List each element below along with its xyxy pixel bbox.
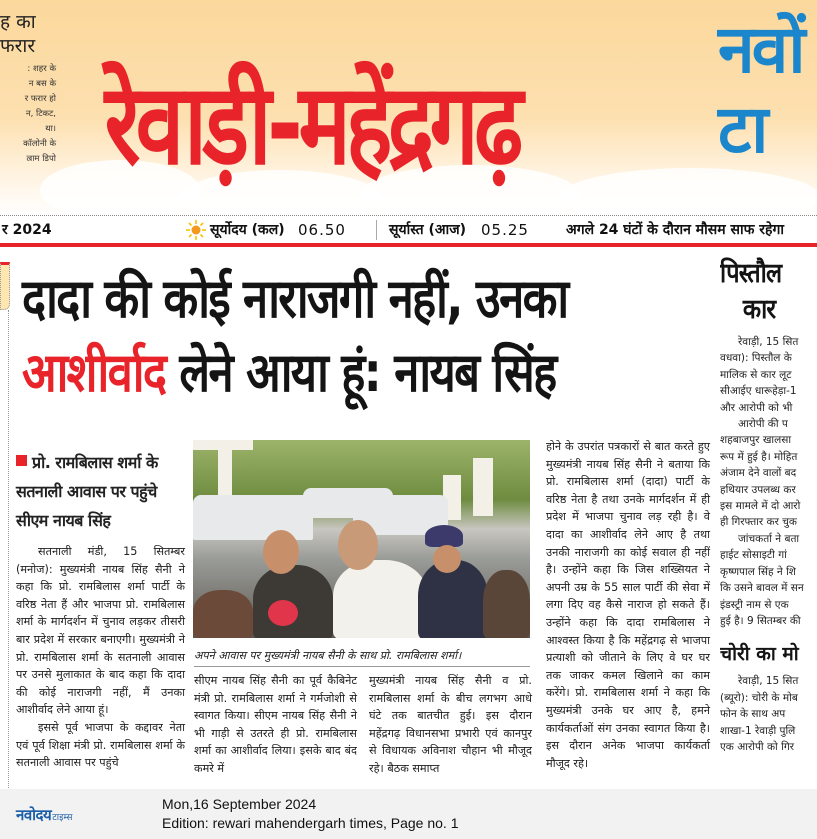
edition-title: रेवाड़ी-महेंद्रगढ़ xyxy=(104,60,519,190)
headline-line-2-rest: लेने आया हूं: नायब सिंह xyxy=(165,341,556,404)
headline-line-1: दादा की कोई नाराजगी नहीं, उनका xyxy=(22,267,568,330)
photo-person xyxy=(253,565,333,638)
body-line: वधवा): पिस्तौल के xyxy=(720,352,792,365)
masthead-rule xyxy=(0,243,817,247)
issue-date: र 2024 xyxy=(2,222,52,238)
body-line: शहबाजपुर खालसा xyxy=(720,434,792,447)
divider xyxy=(376,220,377,240)
body-line: रेवाड़ी, 15 सित xyxy=(738,675,799,688)
paragraph: मुख्यमंत्री नायब सिंह सैनी व प्रो. रामबिलास शर्मा के बीच लगभग आधे घंटे तक बातचीत हुई। इस दौरान महेंद्रगढ़ विधानसभा प्रभारी एवं कानपुर से विधायक अविनाश चौहान भी मौजूद रहे। बैठक समाप्त xyxy=(369,674,532,775)
body-line: हाईट सोसाइटी गां xyxy=(720,549,787,562)
photo-roof xyxy=(193,440,253,450)
photo-pillar xyxy=(473,458,493,516)
previous-story-headline-2: फरार xyxy=(0,35,36,57)
body-line: आरोपी की प xyxy=(738,418,788,431)
edition-info: Edition: rewari mahendergarh times, Page no. 1 xyxy=(162,815,459,831)
sunrise-time: 06.50 xyxy=(298,220,346,239)
edition-meta xyxy=(162,795,459,833)
second-right-headline: चोरी का मो xyxy=(720,643,799,666)
photo-car xyxy=(193,495,313,540)
body-line: र फरार हो xyxy=(24,94,56,104)
body-line: हुई है। 9 सितम्बर की xyxy=(720,614,801,627)
right-headline-line-2: कार xyxy=(742,294,776,325)
photo-person xyxy=(418,560,488,638)
right-story-body xyxy=(720,334,817,629)
photo-bouquet xyxy=(268,600,298,626)
previous-story-fragment xyxy=(0,10,56,167)
body-line: फोन के साथ अप xyxy=(720,708,786,721)
page-tab-marker xyxy=(0,262,10,310)
body-line: ही गिरफ्तार कर चुक xyxy=(720,516,797,529)
body-line: कॉलोनी के xyxy=(23,139,56,149)
lead-column-2 xyxy=(194,672,357,778)
headline-accent-word: आशीर्वाद xyxy=(22,341,166,404)
masthead xyxy=(0,0,817,215)
body-line: (ब्यूरो): चोरी के मोब xyxy=(720,691,798,704)
photo-head xyxy=(338,520,378,570)
weather-strip xyxy=(0,215,817,243)
body-line: रूप में हुई है। मोहित xyxy=(720,450,798,463)
headline-line-2 xyxy=(22,336,602,410)
body-line: हथियार उपलब्ध कर xyxy=(720,483,796,496)
body-line: कि उसने बावल में सन xyxy=(720,582,804,595)
body-line: न, टिकट, xyxy=(25,109,56,119)
body-line: कृष्णपाल सिंह ने शि xyxy=(720,565,796,578)
brand-line-1: नवों xyxy=(718,11,803,88)
sunset-time: 05.25 xyxy=(481,220,529,239)
logo-bold: नवोदय xyxy=(16,806,52,824)
body-line: सीआईए धारूहेड़ा-1 xyxy=(720,385,797,398)
right-headline-line-1: पिस्तौल xyxy=(720,258,782,289)
body-line: ल्राम डिपो xyxy=(26,154,56,164)
right-story xyxy=(720,256,817,788)
body-line: था। xyxy=(45,124,56,134)
photo-caption: अपने आवास पर मुख्यमंत्री नायब सैनी के साथ प्रो. रामबिलास शर्मा। xyxy=(194,648,530,667)
body-line: जांचकर्ता ने बता xyxy=(738,532,800,545)
body-line: शाखा-1 रेवाड़ी पुलि xyxy=(720,724,796,737)
sunrise-label: सूर्योदय (कल) xyxy=(210,222,285,238)
second-right-body xyxy=(720,673,817,755)
lead-column-1 xyxy=(16,543,185,772)
body-line: इंडस्ट्री नाम से एक xyxy=(720,598,789,611)
publisher-logo[interactable] xyxy=(16,805,73,825)
sun-icon xyxy=(186,220,206,240)
paragraph: इससे पूर्व भाजपा के कद्दावर नेता एवं पूर्व शिक्षा मंत्री प्रो. रामबिलास शर्मा के सतनाली आवास पर पहुंचे xyxy=(16,720,185,770)
body-line: इस मामले में दो आरो xyxy=(720,500,801,513)
weather-forecast: अगले 24 घंटों के दौरान मौसम साफ रहेगा xyxy=(566,222,784,238)
lead-subhead xyxy=(16,448,186,535)
edition-date: Mon,16 September 2024 xyxy=(162,796,317,812)
cloud-decoration xyxy=(560,168,817,215)
body-line: : शहर के xyxy=(27,64,56,74)
photo-person xyxy=(483,570,530,638)
paragraph: सतनाली मंडी, 15 सितम्बर (मनोज): मुख्यमंत्री नायब सिंह सैनी ने कहा कि प्रो. रामबिलास शर्मा पार्टी के वरिष्ठ नेता हैं और भाजपा प्रो. रामबिलास शर्मा के मार्गदर्शन में चुनाव लड़कर तीसरी बार प्रदेश में सरकार बनाएगी। मुख्यमंत्री ने प्रो. रामबिलास शर्मा के सतनाली आवास पर उनसे मुलाकात के बाद कहा कि दादा की कोई नाराजगी नहीं, मैं उनका आशीर्वाद लेने आया हूं। xyxy=(16,545,185,717)
logo-small: टाइम्स xyxy=(52,813,73,823)
photo-person xyxy=(333,560,428,638)
lead-photo xyxy=(193,440,530,638)
epaper-footer xyxy=(0,789,817,839)
red-square-bullet-icon xyxy=(16,455,27,466)
lead-headline xyxy=(22,262,712,410)
subhead-text: प्रो. रामबिलास शर्मा के सतनाली आवास पर पहुंचे सीएम नायब सिंह xyxy=(16,453,158,530)
photo-head xyxy=(263,530,299,574)
body-line: और आरोपी को भी xyxy=(720,401,793,414)
column-divider xyxy=(8,310,9,790)
paragraph: होने के उपरांत पत्रकारों से बात करते हुए मुख्यमंत्री नायब सिंह सैनी ने बताया कि प्रो. रामबिलास शर्मा (दादा) पार्टी के वरिष्ठ नेता है तथा उनके मार्गदर्शन में ही प्रदेश में भाजपा चुनाव लड़ रही है। वे दादा का आशीर्वाद लेने आए है तथा उनकी नाराजगी का कोई सवाल ही नहीं है। उन्होंने कहा कि जिस शख्सियत ने अपनी उम्र के 55 साल पार्टी की सेवा में लगा दिए वह कैसे नाराज हो सकते हैं। उन्होंने कहा कि दादा रामबिलास ने आश्वस्त किया है कि महेंद्रगढ़ से भाजपा प्रत्याशी को जीताने के लिए वे घर घर तक जाकर कमल खिलाने का काम करेंगे। प्रो. रामबिलास शर्मा ने कहा कि मुख्यमंत्री उनके घर आए है, हमने कार्यकर्ताओं संग उनका स्वागत किया है। इस दौरान अनेक भाजपा कार्यकर्ता मौजूद रहे। xyxy=(546,440,710,770)
photo-person xyxy=(193,590,253,638)
previous-story-headline-1: ह का xyxy=(0,11,36,33)
body-line: मालिक से कार लूट xyxy=(720,368,792,381)
brand-line-2: टा xyxy=(718,91,766,168)
previous-story-body xyxy=(0,62,56,167)
paragraph: सीएम नायब सिंह सैनी का पूर्व कैबिनेट मंत्री प्रो. रामबिलास शर्मा ने गर्मजोशी से स्वागत किया। सीएम नायब सिंह सैनी ने भी गाड़ी से उतरते ही प्रो. रामबिलास शर्मा का आशीर्वाद लिया। इसके बाद बंद कमरे में xyxy=(194,674,357,775)
body-line: एक आरोपी को गिर xyxy=(720,740,795,753)
body-line: रेवाड़ी, 15 सित xyxy=(738,336,799,348)
newspaper-brand xyxy=(718,10,817,170)
photo-head xyxy=(433,545,461,573)
body-line: अंजाम देने वालों बद xyxy=(720,467,797,480)
photo-cap xyxy=(425,525,463,547)
lead-column-4 xyxy=(546,438,710,772)
sunset-label: सूर्यास्त (आज) xyxy=(389,222,467,238)
body-line: न बस के xyxy=(28,79,56,89)
lead-column-3 xyxy=(369,672,532,778)
